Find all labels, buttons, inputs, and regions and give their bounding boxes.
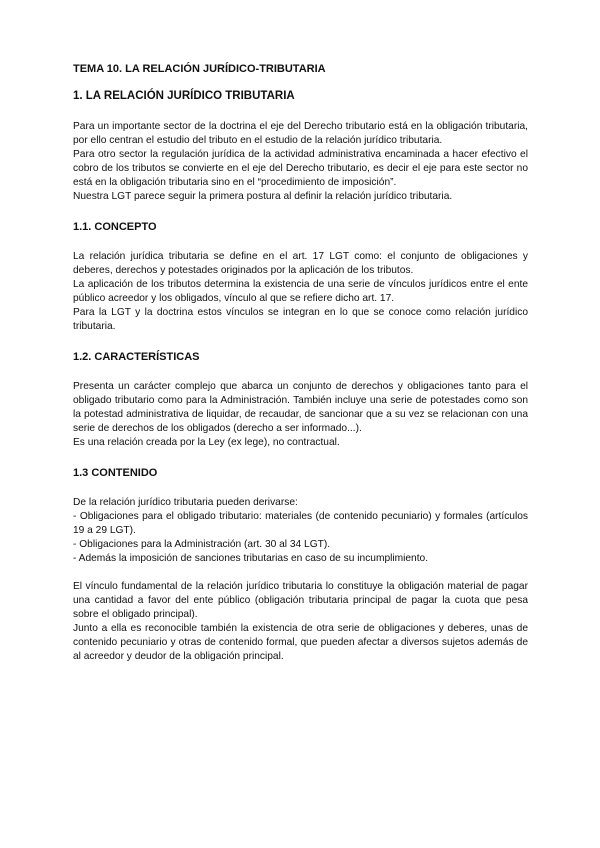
paragraph: El vínculo fundamental de la relación jurídico tributaria lo constituye la obligación material de pagar una cantidad a favor del ente público (obligación tributaria principal de pagar la cuota que pesa sobre el obligado principal). (73, 581, 528, 620)
paragraph: Presenta un carácter complejo que abarca un conjunto de derechos y obligaciones tanto para el obligado tributario como para la Administración. También incluye una serie de potestades como son la potestad administrativa de liquidar, de recaudar, de sancionar que a su vez se relacionan con una serie de derechos de los obligados (derecho a ser informado...). (73, 381, 528, 434)
paragraph: De la relación jurídico tributaria pueden derivarse: (73, 497, 298, 508)
section-1-2-body (73, 380, 528, 450)
paragraph: Para un importante sector de la doctrina el eje del Derecho tributario está en la obligación tributaria, por ello centran el estudio del tributo en el estudio de la relación jurídico tributaria. (73, 121, 528, 146)
list-item: - Además la imposición de sanciones tributarias en caso de su incumplimiento. (73, 553, 429, 564)
section-1-1-heading: 1.1. CONCEPTO (73, 221, 157, 233)
paragraph: La relación jurídica tributaria se define en el art. 17 LGT como: el conjunto de obligaciones y deberes, derechos y potestades originados por la aplicación de los tributos. (73, 251, 528, 276)
paragraph: Para la LGT y la doctrina estos vínculos se integran en lo que se conoce como relación jurídico tributaria. (73, 307, 528, 332)
section-1-2-heading: 1.2. CARACTERÍSTICAS (73, 351, 200, 363)
section-1-3-body (73, 496, 528, 664)
list-item: - Obligaciones para la Administración (art. 30 al 34 LGT). (73, 539, 331, 550)
paragraph: Junto a ella es reconocible también la existencia de otra serie de obligaciones y deberes, unas de contenido pecuniario y otras de contenido formal, que pueden afectar a diversos sujetos además de al acreedor y deudor de la obligación principal. (73, 623, 528, 662)
section-1-3-heading: 1.3 CONTENIDO (73, 467, 158, 479)
list-item: - Obligaciones para el obligado tributario: materiales (de contenido pecuniario) y formales (artículos 19 a 29 LGT). (73, 511, 528, 536)
paragraph: Nuestra LGT parece seguir la primera postura al definir la relación jurídico tributaria. (73, 191, 453, 202)
paragraph: La aplicación de los tributos determina la existencia de una serie de vínculos jurídicos entre el ente público acreedor y los obligados, vínculo al que se refiere dicho art. 17. (73, 279, 528, 304)
paragraph: Para otro sector la regulación jurídica de la actividad administrativa encaminada a hacer efectivo el cobro de los tributos se convierte en el eje del Derecho tributario, es decir el eje para este sector no está en la obligación tributaria sino en el “procedimiento de imposición”. (73, 149, 528, 188)
paragraph: Es una relación creada por la Ley (ex lege), no contractual. (73, 437, 340, 448)
section-1-heading: 1. LA RELACIÓN JURÍDICO TRIBUTARIA (73, 90, 295, 102)
section-1-1-body (73, 250, 528, 334)
document-title: TEMA 10. LA RELACIÓN JURÍDICO-TRIBUTARIA (73, 63, 326, 75)
document-page (73, 62, 528, 664)
section-1-body (73, 120, 528, 204)
